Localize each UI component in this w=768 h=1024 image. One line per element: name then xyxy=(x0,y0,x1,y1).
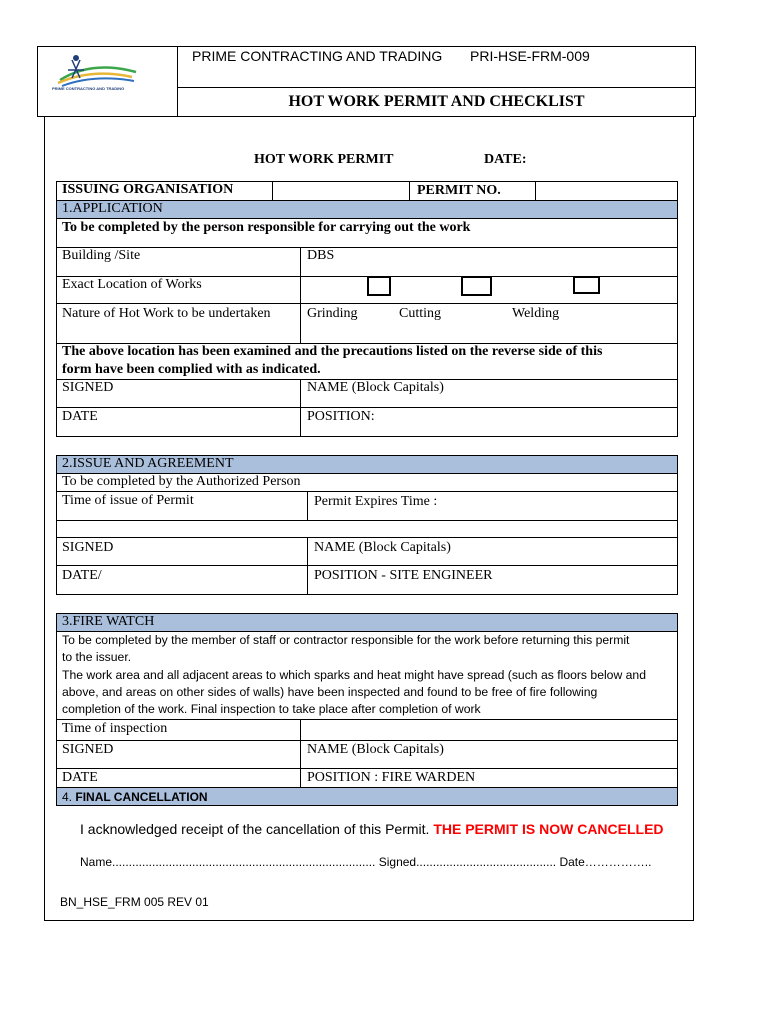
section1-signed-label: SIGNED xyxy=(62,380,114,395)
section3-text-line: to the issuer. xyxy=(62,650,132,665)
permit-heading: HOT WORK PERMIT xyxy=(254,152,394,167)
section4-title-text: FINAL CANCELLATION xyxy=(75,790,208,804)
footer-code: BN_HSE_FRM 005 REV 01 xyxy=(60,895,209,909)
document-code: PRI-HSE-FRM-009 xyxy=(470,48,590,64)
expires-label: Permit Expires Time : xyxy=(314,494,438,509)
section2-title: 2.ISSUE AND AGREEMENT xyxy=(62,456,234,471)
cutting-checkbox[interactable] xyxy=(461,276,492,296)
welding-checkbox[interactable] xyxy=(573,276,600,294)
permit-no-label: PERMIT NO. xyxy=(417,183,501,198)
section1-name-label: NAME (Block Capitals) xyxy=(307,380,444,395)
form-title: HOT WORK PERMIT AND CHECKLIST xyxy=(288,93,585,110)
declaration-line1: The above location has been examined and the precautions listed on the reverse side of this xyxy=(62,344,603,359)
section2-blank-row xyxy=(56,520,678,538)
section1-position-label: POSITION: xyxy=(307,409,375,424)
grinding-checkbox[interactable] xyxy=(367,276,391,296)
location-label: Exact Location of Works xyxy=(62,277,202,292)
section3-text xyxy=(62,632,646,718)
section3-signed-label: SIGNED xyxy=(62,742,114,757)
cancelled-notice: THE PERMIT IS NOW CANCELLED xyxy=(433,821,664,837)
section2-instruction: To be completed by the Authorized Person xyxy=(62,474,301,489)
logo-text: PRIME CONTRACTING AND TRADING xyxy=(52,86,125,91)
time-issue-label: Time of issue of Permit xyxy=(62,493,194,508)
section1-date-label: DATE xyxy=(62,409,98,424)
building-label: Building /Site xyxy=(62,248,141,263)
section3-position-label: POSITION : FIRE WARDEN xyxy=(307,770,476,785)
company-name: PRIME CONTRACTING AND TRADING xyxy=(192,48,443,64)
company-logo xyxy=(52,50,138,95)
section1-sign-divider xyxy=(300,379,301,437)
issuing-org-label: ISSUING ORGANISATION xyxy=(62,182,234,197)
section4-title xyxy=(62,789,208,805)
section3-title: 3.FIRE WATCH xyxy=(62,614,155,629)
section1-instruction: To be completed by the person responsible for carrying out the work xyxy=(62,220,471,235)
permit-no-value-cell[interactable] xyxy=(535,181,678,201)
section2-signed-label: SIGNED xyxy=(62,540,114,555)
option-cutting: Cutting xyxy=(399,306,442,321)
signature-line[interactable]: Name............................................................................... Signed.......................................... Date…………….. xyxy=(80,855,652,869)
section3-text-line: above, and areas on other sides of walls) have been inspected and found to be free of fire following xyxy=(62,684,598,699)
nature-label: Nature of Hot Work to be undertaken xyxy=(62,306,271,321)
option-welding: Welding xyxy=(512,306,560,321)
building-value[interactable]: DBS xyxy=(307,248,335,263)
section3-text-line: The work area and all adjacent areas to which sparks and heat might have spread (such as floors below and xyxy=(62,667,646,682)
section3-text-line: completion of the work. Final inspection to take place after completion of work xyxy=(62,702,481,717)
section3-col-divider xyxy=(300,719,301,788)
section2-sign-divider xyxy=(307,537,308,595)
acknowledgement xyxy=(80,821,664,837)
section3-name-label: NAME (Block Capitals) xyxy=(307,742,444,757)
section3-date-label: DATE xyxy=(62,770,98,785)
time-inspection-label: Time of inspection xyxy=(62,721,168,736)
section2-date-label: DATE/ xyxy=(62,568,102,583)
time-issue-divider xyxy=(307,491,308,521)
section2-position-label: POSITION - SITE ENGINEER xyxy=(314,568,493,583)
section3-text-line: To be completed by the member of staff or contractor responsible for the work before returning this permit xyxy=(62,633,630,647)
building-row xyxy=(56,247,678,277)
section1-title: 1.APPLICATION xyxy=(62,201,163,216)
option-grinding: Grinding xyxy=(307,306,358,321)
acknowledgement-text: I acknowledged receipt of the cancellation of this Permit. xyxy=(80,821,430,837)
date-heading: DATE: xyxy=(484,152,527,167)
section2-name-label: NAME (Block Capitals) xyxy=(314,540,451,555)
issuing-org-value-cell[interactable] xyxy=(272,181,410,201)
declaration-line2: form have been complied with as indicated. xyxy=(62,362,321,377)
section4-title-num: 4. xyxy=(62,790,73,804)
